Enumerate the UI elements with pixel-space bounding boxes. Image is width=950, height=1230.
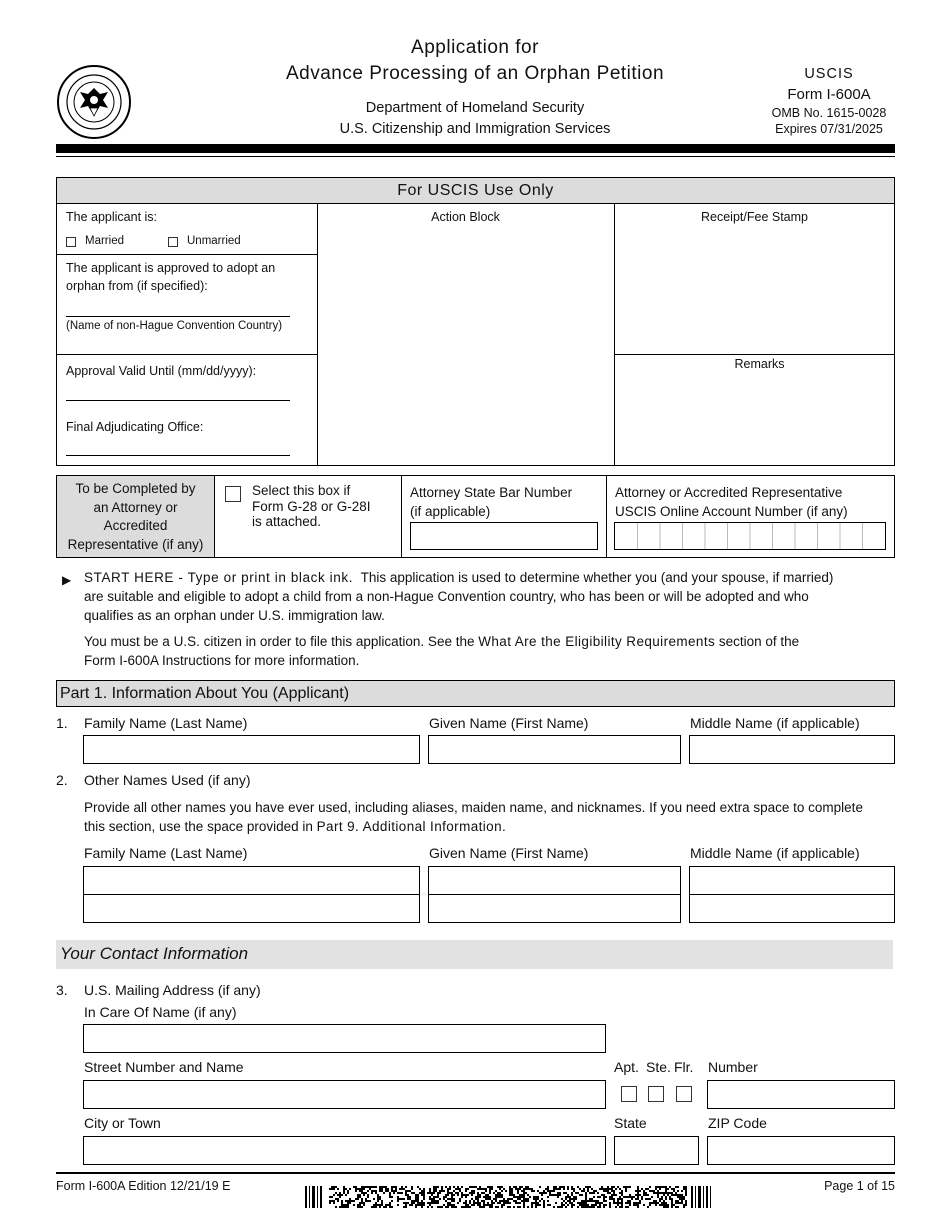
divider [614,354,895,355]
given-name-input[interactable] [428,735,681,764]
married-checkbox[interactable] [66,237,76,247]
attorney-label-line3: Accredited [103,518,168,533]
online-account-label-line1: Attorney or Accredited Representative [615,485,843,500]
other-given-name-label: Given Name (First Name) [429,845,589,861]
barcode-icon [305,1186,713,1208]
page-number: Page 1 of 15 [824,1179,895,1193]
item1-number: 1. [56,715,68,731]
other-middle-name-input-1[interactable] [689,866,895,895]
state-select[interactable] [614,1136,699,1165]
zip-label: ZIP Code [708,1115,767,1131]
form-edition: Form I-600A Edition 12/21/19 E [56,1179,231,1193]
intro-line2: are suitable and eligible to adopt a child from a non-Hague Convention country, who has been or will be adopted and who [84,589,809,604]
attorney-label-line4: Representative (if any) [67,536,204,552]
part1-header: Part 1. Information About You (Applicant) [56,680,895,707]
footer-divider [56,1172,895,1174]
digit-cell-dividers [615,523,885,549]
online-account-label-line2: USCIS Online Account Number (if any) [615,504,848,519]
ste-checkbox[interactable] [648,1086,664,1102]
uscis-use-header: For USCIS Use Only [56,177,895,204]
bar-number-label [410,483,572,521]
g28-label [252,483,371,530]
flr-label: Flr. [674,1059,694,1075]
contact-info-header: Your Contact Information [56,940,893,969]
apt-number-label: Number [708,1059,758,1075]
divider [614,204,615,465]
married-label: Married [85,235,124,247]
apt-label: Apt. [614,1059,639,1075]
eligibility-section-ref: What Are the Eligibility Requirements [478,634,716,649]
agency-name: U.S. Citizenship and Immigration Services [339,121,611,137]
other-middle-name-label: Middle Name (if applicable) [690,845,860,861]
other-family-name-label: Family Name (Last Name) [84,845,248,861]
intro-line1-rest: This application is used to determine whether you (and your spouse, if married) [360,570,834,585]
bar-number-label-line1: Attorney State Bar Number [410,485,573,500]
city-input[interactable] [83,1136,606,1165]
department-name: Department of Homeland Security [365,100,585,116]
attorney-label-line2: an Attorney or [93,499,178,515]
intro-line3: qualifies as an orphan under U.S. immigration law. [84,608,385,623]
other-names-line1: Provide all other names you have ever used, including aliases, maiden name, and nicknames. If you need extra space to complete [84,800,863,815]
given-name-label: Given Name (First Name) [429,715,589,731]
online-account-input[interactable] [614,522,886,550]
attorney-section-label [57,476,215,557]
unmarried-label: Unmarried [187,235,241,247]
form-title-line1: Application for [411,37,539,58]
item3-number: 3. [56,982,68,998]
country-field[interactable] [66,316,290,317]
city-label: City or Town [84,1115,161,1131]
other-given-name-input-2[interactable] [428,894,681,923]
street-label: Street Number and Name [84,1059,244,1075]
other-middle-name-input-2[interactable] [689,894,895,923]
zip-input[interactable] [707,1136,895,1165]
other-names-label: Other Names Used (if any) [84,772,251,788]
remarks-label: Remarks [734,357,785,371]
g28-label-line1: Select this box if [252,483,351,498]
apt-checkbox[interactable] [621,1086,637,1102]
middle-name-label: Middle Name (if applicable) [690,715,860,731]
final-office-field[interactable] [66,455,290,456]
online-account-label [615,483,848,521]
flr-checkbox[interactable] [676,1086,692,1102]
header-divider-thin [56,156,895,157]
divider [317,204,318,465]
other-names-text-c: . [502,819,506,834]
unmarried-checkbox[interactable] [168,237,178,247]
other-family-name-input-1[interactable] [83,866,420,895]
final-office-label: Final Adjudicating Office: [66,420,204,434]
start-here-text: START HERE - Type or print in black ink. [84,570,354,585]
dhs-seal-icon [56,64,132,140]
divider [57,354,317,355]
other-names-text-a: this section, use the space provided in [84,819,317,834]
citizenship-line1 [84,632,896,651]
start-arrow-icon: ▶ [62,573,72,587]
approval-valid-field[interactable] [66,400,290,401]
intro-line1 [84,568,896,587]
apt-number-input[interactable] [707,1080,895,1109]
street-input[interactable] [83,1080,606,1109]
divider [57,254,317,255]
attorney-label-line1: To be Completed by [75,481,196,496]
divider [401,476,402,557]
country-note: (Name of non-Hague Convention Country) [66,320,283,332]
citizenship-text-a: You must be a U.S. citizen in order to file this application. See the [84,634,479,649]
bar-number-label-line2: (if applicable) [410,504,491,519]
bar-number-input[interactable] [410,522,598,550]
divider [606,476,607,557]
state-label: State [614,1115,647,1131]
receipt-stamp-label: Receipt/Fee Stamp [701,210,808,224]
family-name-input[interactable] [83,735,420,764]
middle-name-input[interactable] [689,735,895,764]
citizenship-line2: Form I-600A Instructions for more information. [84,653,360,668]
other-family-name-input-2[interactable] [83,894,420,923]
mailing-address-label: U.S. Mailing Address (if any) [84,982,261,998]
g28-label-line2: Form G-28 or G-28I [252,498,371,514]
form-title-line2: Advance Processing of an Orphan Petition [285,63,665,84]
citizenship-paragraph [84,632,896,670]
agency-abbrev: USCIS [804,66,854,82]
care-of-label: In Care Of Name (if any) [84,1004,237,1020]
applicant-is-label: The applicant is: [66,210,158,224]
other-names-line2 [84,817,896,836]
intro-paragraph [84,568,896,625]
approval-valid-label: Approval Valid Until (mm/dd/yyyy): [66,364,257,378]
form-number: Form I-600A [787,86,871,103]
care-of-input[interactable] [83,1024,606,1053]
other-names-instructions [84,798,896,836]
uscis-use-block [56,204,895,466]
action-block-label: Action Block [431,210,500,224]
item2-number: 2. [56,772,68,788]
other-given-name-input-1[interactable] [428,866,681,895]
g28-checkbox[interactable] [225,486,241,502]
g28-label-line3: is attached. [252,514,322,529]
header-divider-thick [56,144,895,153]
ste-label: Ste. [646,1059,671,1075]
family-name-label: Family Name (Last Name) [84,715,248,731]
approved-label-line2: orphan from (if specified): [66,279,208,293]
approved-label-line1: The applicant is approved to adopt an [66,261,276,275]
citizenship-text-c: section of the [715,634,800,649]
expiration-date: Expires 07/31/2025 [775,122,883,136]
part9-ref: Part 9. Additional Information [316,819,502,834]
omb-number: OMB No. 1615-0028 [771,106,887,120]
attorney-section [56,475,895,558]
